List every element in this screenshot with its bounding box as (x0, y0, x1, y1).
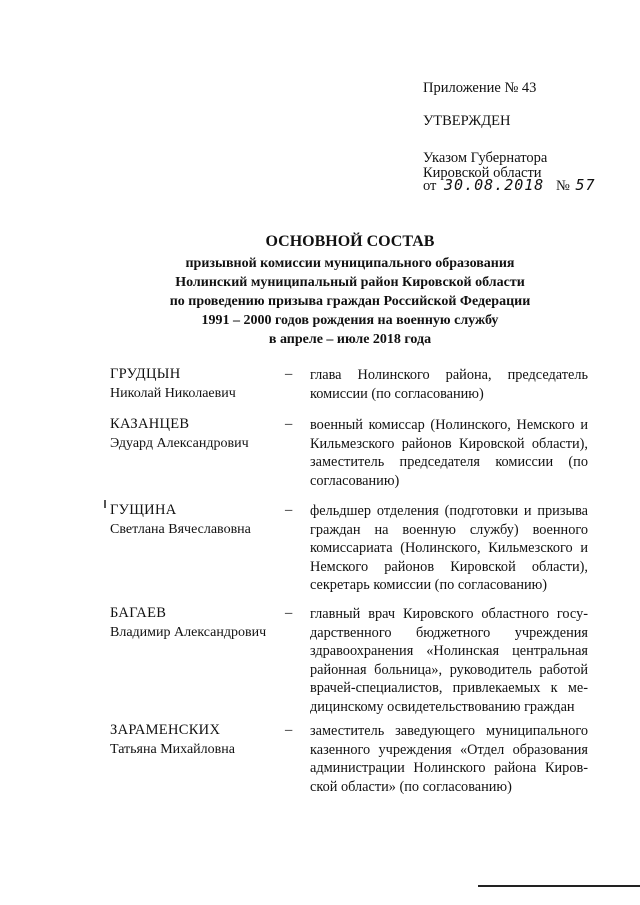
decree-line-2: Кировской области (423, 165, 542, 181)
document-title: ОСНОВНОЙ СОСТАВ (265, 233, 435, 250)
member-role: главный врач Кировского областного государственного бюджетного учреждения здравоохранения «Нолинская центральная районная больница», руководитель работой врачей-специалистов, привлекаемых к медицинскому освидетельствованию граждан (310, 606, 588, 715)
date-prefix: от (423, 178, 437, 194)
title-line-4: 1991 – 2000 годов рождения на военную службу (201, 313, 499, 328)
member-surname: БАГАЕВ (110, 605, 167, 621)
decree-date-line (423, 176, 596, 195)
entry-dash: – (285, 502, 293, 518)
title-line-1: призывной комиссии муниципального образования (185, 256, 515, 271)
member-role: глава Нолинского района, председатель комиссии (по согласованию) (310, 367, 588, 402)
appendix-number: Приложение № 43 (423, 80, 537, 96)
handwritten-number: 57 (575, 176, 596, 194)
approved-label: УТВЕРЖДЕН (423, 113, 511, 129)
entry-dash: – (285, 366, 293, 382)
member-given-name: Николай Николаевич (110, 386, 236, 401)
handwritten-date: 30.08.2018 (444, 176, 545, 194)
member-given-name: Татьяна Михайловна (110, 742, 235, 757)
member-role: военный комиссар (Нолинского, Немского и Кильмезского районов Кировской области), заместитель председателя комиссии (по согласованию) (310, 417, 588, 489)
member-given-name: Владимир Александрович (110, 625, 267, 640)
entry-dash: – (285, 416, 293, 432)
member-surname: ГУЩИНА (110, 502, 177, 518)
member-surname: ЗАРАМЕНСКИХ (110, 722, 221, 738)
member-given-name: Эдуард Александрович (110, 436, 249, 451)
member-given-name: Светлана Вячеславовна (110, 522, 251, 537)
entry-dash: – (285, 722, 293, 738)
scan-edge-line (478, 885, 640, 887)
title-line-3: по проведению призыва граждан Российской Федерации (169, 294, 531, 309)
member-role: фельдшер отделения (подготовки и призыва граждан на военную службу) военного комиссариата (Нолинского, Кильмезского и Немского районов Кировской области), секретарь комиссии (по согласованию) (310, 503, 588, 594)
member-surname: КАЗАНЦЕВ (110, 416, 190, 432)
number-label: № (555, 178, 570, 194)
member-role: заместитель заведующего муниципального казенного учреждения «Отдел образования администрации Нолинского района Кировской области» (по согласованию) (310, 723, 588, 795)
title-line-2: Нолинский муниципальный район Кировской области (175, 275, 525, 290)
decree-line-1: Указом Губернатора (423, 150, 548, 166)
entry-dash: – (285, 605, 293, 621)
scan-mark (104, 500, 106, 508)
title-line-5: в апреле – июле 2018 года (268, 332, 432, 347)
member-surname: ГРУДЦЫН (110, 366, 181, 382)
